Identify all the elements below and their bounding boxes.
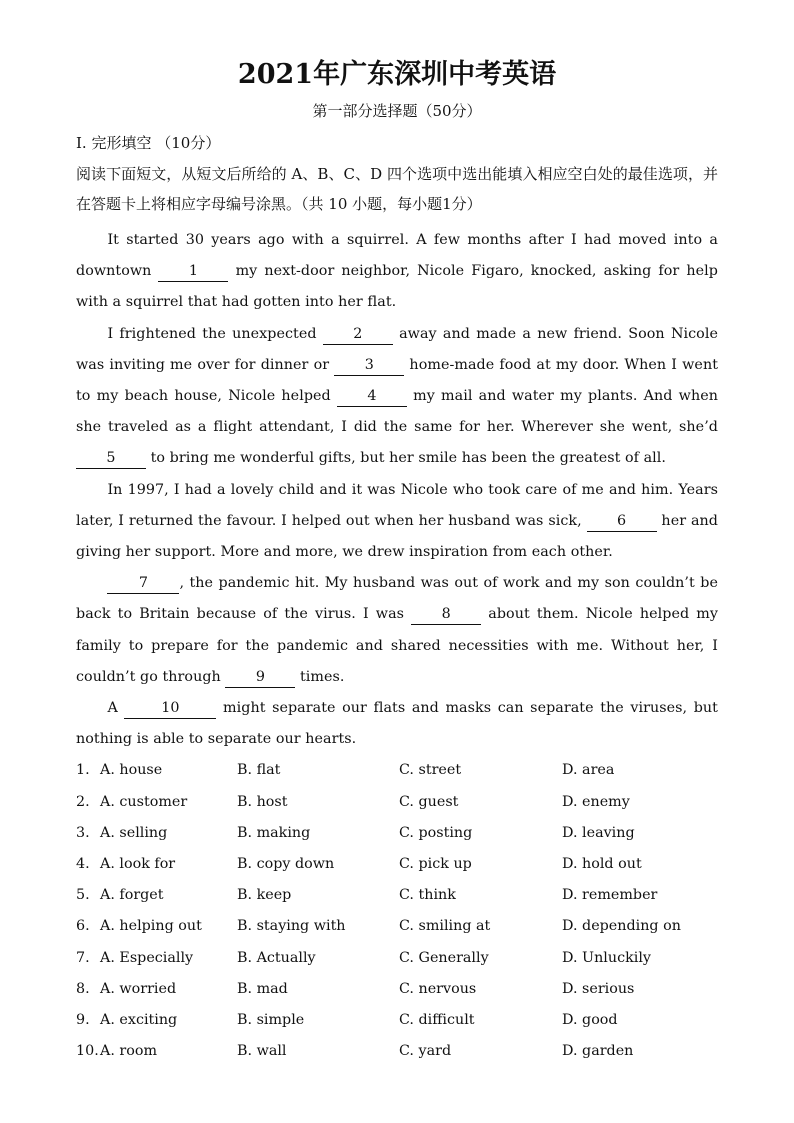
question-number: 3. bbox=[76, 824, 90, 841]
option-b: B. flat bbox=[237, 762, 281, 779]
option-row bbox=[76, 818, 718, 849]
passage-text: home-made food at my door. When I went to my beach house, Nicole helped bbox=[76, 356, 719, 405]
passage-text: her and giving her support. More and more, we drew inspiration from each other. bbox=[76, 512, 718, 561]
option-d: D. leaving bbox=[562, 824, 635, 841]
option-c: C. guest bbox=[399, 793, 459, 810]
blank-2: 2 bbox=[323, 324, 393, 345]
question-number: 9. bbox=[76, 1011, 90, 1028]
blank-9: 9 bbox=[225, 667, 295, 688]
passage-text: A bbox=[107, 700, 125, 717]
option-c: C. difficult bbox=[399, 1011, 475, 1028]
blank-1: 1 bbox=[158, 261, 228, 282]
option-row bbox=[76, 755, 718, 786]
cloze-passage bbox=[76, 225, 718, 755]
option-d: D. hold out bbox=[562, 856, 642, 873]
passage-text: times. bbox=[295, 668, 345, 685]
passage-paragraph-2 bbox=[76, 319, 718, 475]
answer-options bbox=[76, 755, 718, 1067]
option-c: C. posting bbox=[399, 824, 473, 841]
passage-text: to bring me wonderful gifts, but her smile has been the greatest of all. bbox=[146, 450, 667, 467]
passage-text: In 1997, I had a lovely child and it was Nicole who took care of me and him. Years later, I returned the favour. I helped out when her husband was sick, bbox=[76, 481, 718, 529]
option-a: A. Especially bbox=[100, 949, 194, 966]
option-row bbox=[76, 787, 718, 818]
option-a: A. look for bbox=[100, 856, 176, 873]
option-c: C. street bbox=[399, 762, 462, 779]
option-d: D. depending on bbox=[562, 918, 681, 935]
passage-text: my mail and water my plants. And when she traveled as a flight attendant, I did the same for her. Wherever she went, she’d bbox=[76, 388, 718, 436]
question-number: 10. bbox=[76, 1043, 99, 1060]
option-a: A. helping out bbox=[100, 918, 202, 935]
passage-text: about them. Nicole helped my family to prepare for the pandemic and shared necessities with me. Without her, I couldn’t go through bbox=[76, 606, 719, 685]
passage-text: It started 30 years ago with a squirrel. A few months after I had moved into a downtown bbox=[76, 232, 718, 280]
option-b: B. making bbox=[237, 824, 311, 841]
passage-text: , the pandemic hit. My husband was out of work and my son couldn’t be back to Britain because of the virus. I was bbox=[76, 575, 718, 623]
option-row bbox=[76, 880, 718, 911]
blank-7: 7 bbox=[107, 573, 179, 594]
option-c: C. think bbox=[399, 887, 456, 904]
question-number: 6. bbox=[76, 918, 90, 935]
option-b: B. Actually bbox=[237, 949, 316, 966]
option-d: D. garden bbox=[562, 1043, 634, 1060]
option-c: C. yard bbox=[399, 1043, 452, 1060]
option-c: C. pick up bbox=[399, 856, 472, 873]
option-row bbox=[76, 911, 718, 942]
option-d: D. remember bbox=[562, 887, 658, 904]
passage-text: my next-door neighbor, Nicole Figaro, knocked, asking for help with a squirrel that had gotten into her flat. bbox=[76, 263, 718, 311]
option-d: D. enemy bbox=[562, 793, 630, 810]
option-row bbox=[76, 1036, 718, 1067]
option-b: B. copy down bbox=[237, 856, 335, 873]
section-title: I. 完形填空 （10分） bbox=[76, 134, 221, 152]
option-b: B. wall bbox=[237, 1043, 287, 1060]
question-number: 7. bbox=[76, 949, 90, 966]
option-b: B. simple bbox=[237, 1011, 305, 1028]
blank-10: 10 bbox=[124, 698, 216, 719]
option-row bbox=[76, 943, 718, 974]
option-b: B. staying with bbox=[237, 918, 346, 935]
blank-8: 8 bbox=[411, 604, 481, 625]
part-title: 第一部分选择题（50分） bbox=[312, 102, 482, 120]
option-d: D. Unluckily bbox=[562, 949, 651, 966]
option-a: A. exciting bbox=[100, 1011, 178, 1028]
blank-5: 5 bbox=[76, 448, 146, 469]
option-d: D. area bbox=[562, 762, 615, 779]
question-number: 4. bbox=[76, 856, 90, 873]
passage-text: I frightened the unexpected bbox=[107, 325, 323, 342]
option-row bbox=[76, 974, 718, 1005]
question-number: 1. bbox=[76, 762, 90, 779]
option-d: D. serious bbox=[562, 980, 635, 997]
option-a: A. selling bbox=[100, 824, 168, 841]
question-number: 8. bbox=[76, 980, 90, 997]
option-a: A. customer bbox=[100, 793, 188, 810]
passage-paragraph-5 bbox=[76, 693, 718, 755]
option-a: A. house bbox=[100, 762, 163, 779]
passage-text: might separate our flats and masks can separate the viruses, but nothing is able to separate our hearts. bbox=[76, 700, 718, 748]
option-row bbox=[76, 1005, 718, 1036]
blank-4: 4 bbox=[337, 386, 407, 407]
blank-3: 3 bbox=[334, 355, 404, 376]
option-d: D. good bbox=[562, 1011, 618, 1028]
option-row bbox=[76, 849, 718, 880]
instructions: 阅读下面短文，从短文后所给的 A、B、C、D 四个选项中选出能填入相应空白处的最佳选项，并在答题卡上将相应字母编号涂黑。（共 10 小题，每小题1分） bbox=[76, 165, 718, 213]
option-a: A. worried bbox=[100, 980, 177, 997]
option-a: A. room bbox=[100, 1043, 158, 1060]
option-b: B. host bbox=[237, 793, 288, 810]
passage-paragraph-3 bbox=[76, 475, 718, 569]
passage-paragraph-1 bbox=[76, 225, 718, 319]
question-number: 2. bbox=[76, 793, 90, 810]
exam-title: 2021年广东深圳中考英语 bbox=[237, 59, 557, 90]
question-number: 5. bbox=[76, 887, 90, 904]
blank-6: 6 bbox=[587, 511, 657, 532]
option-b: B. mad bbox=[237, 980, 288, 997]
option-c: C. Generally bbox=[399, 949, 489, 966]
passage-paragraph-4 bbox=[76, 568, 718, 693]
option-b: B. keep bbox=[237, 887, 292, 904]
passage-text: away and made a new friend. Soon Nicole was inviting me over for dinner or bbox=[76, 325, 718, 373]
option-c: C. nervous bbox=[399, 980, 477, 997]
option-a: A. forget bbox=[100, 887, 164, 904]
option-c: C. smiling at bbox=[399, 918, 491, 935]
